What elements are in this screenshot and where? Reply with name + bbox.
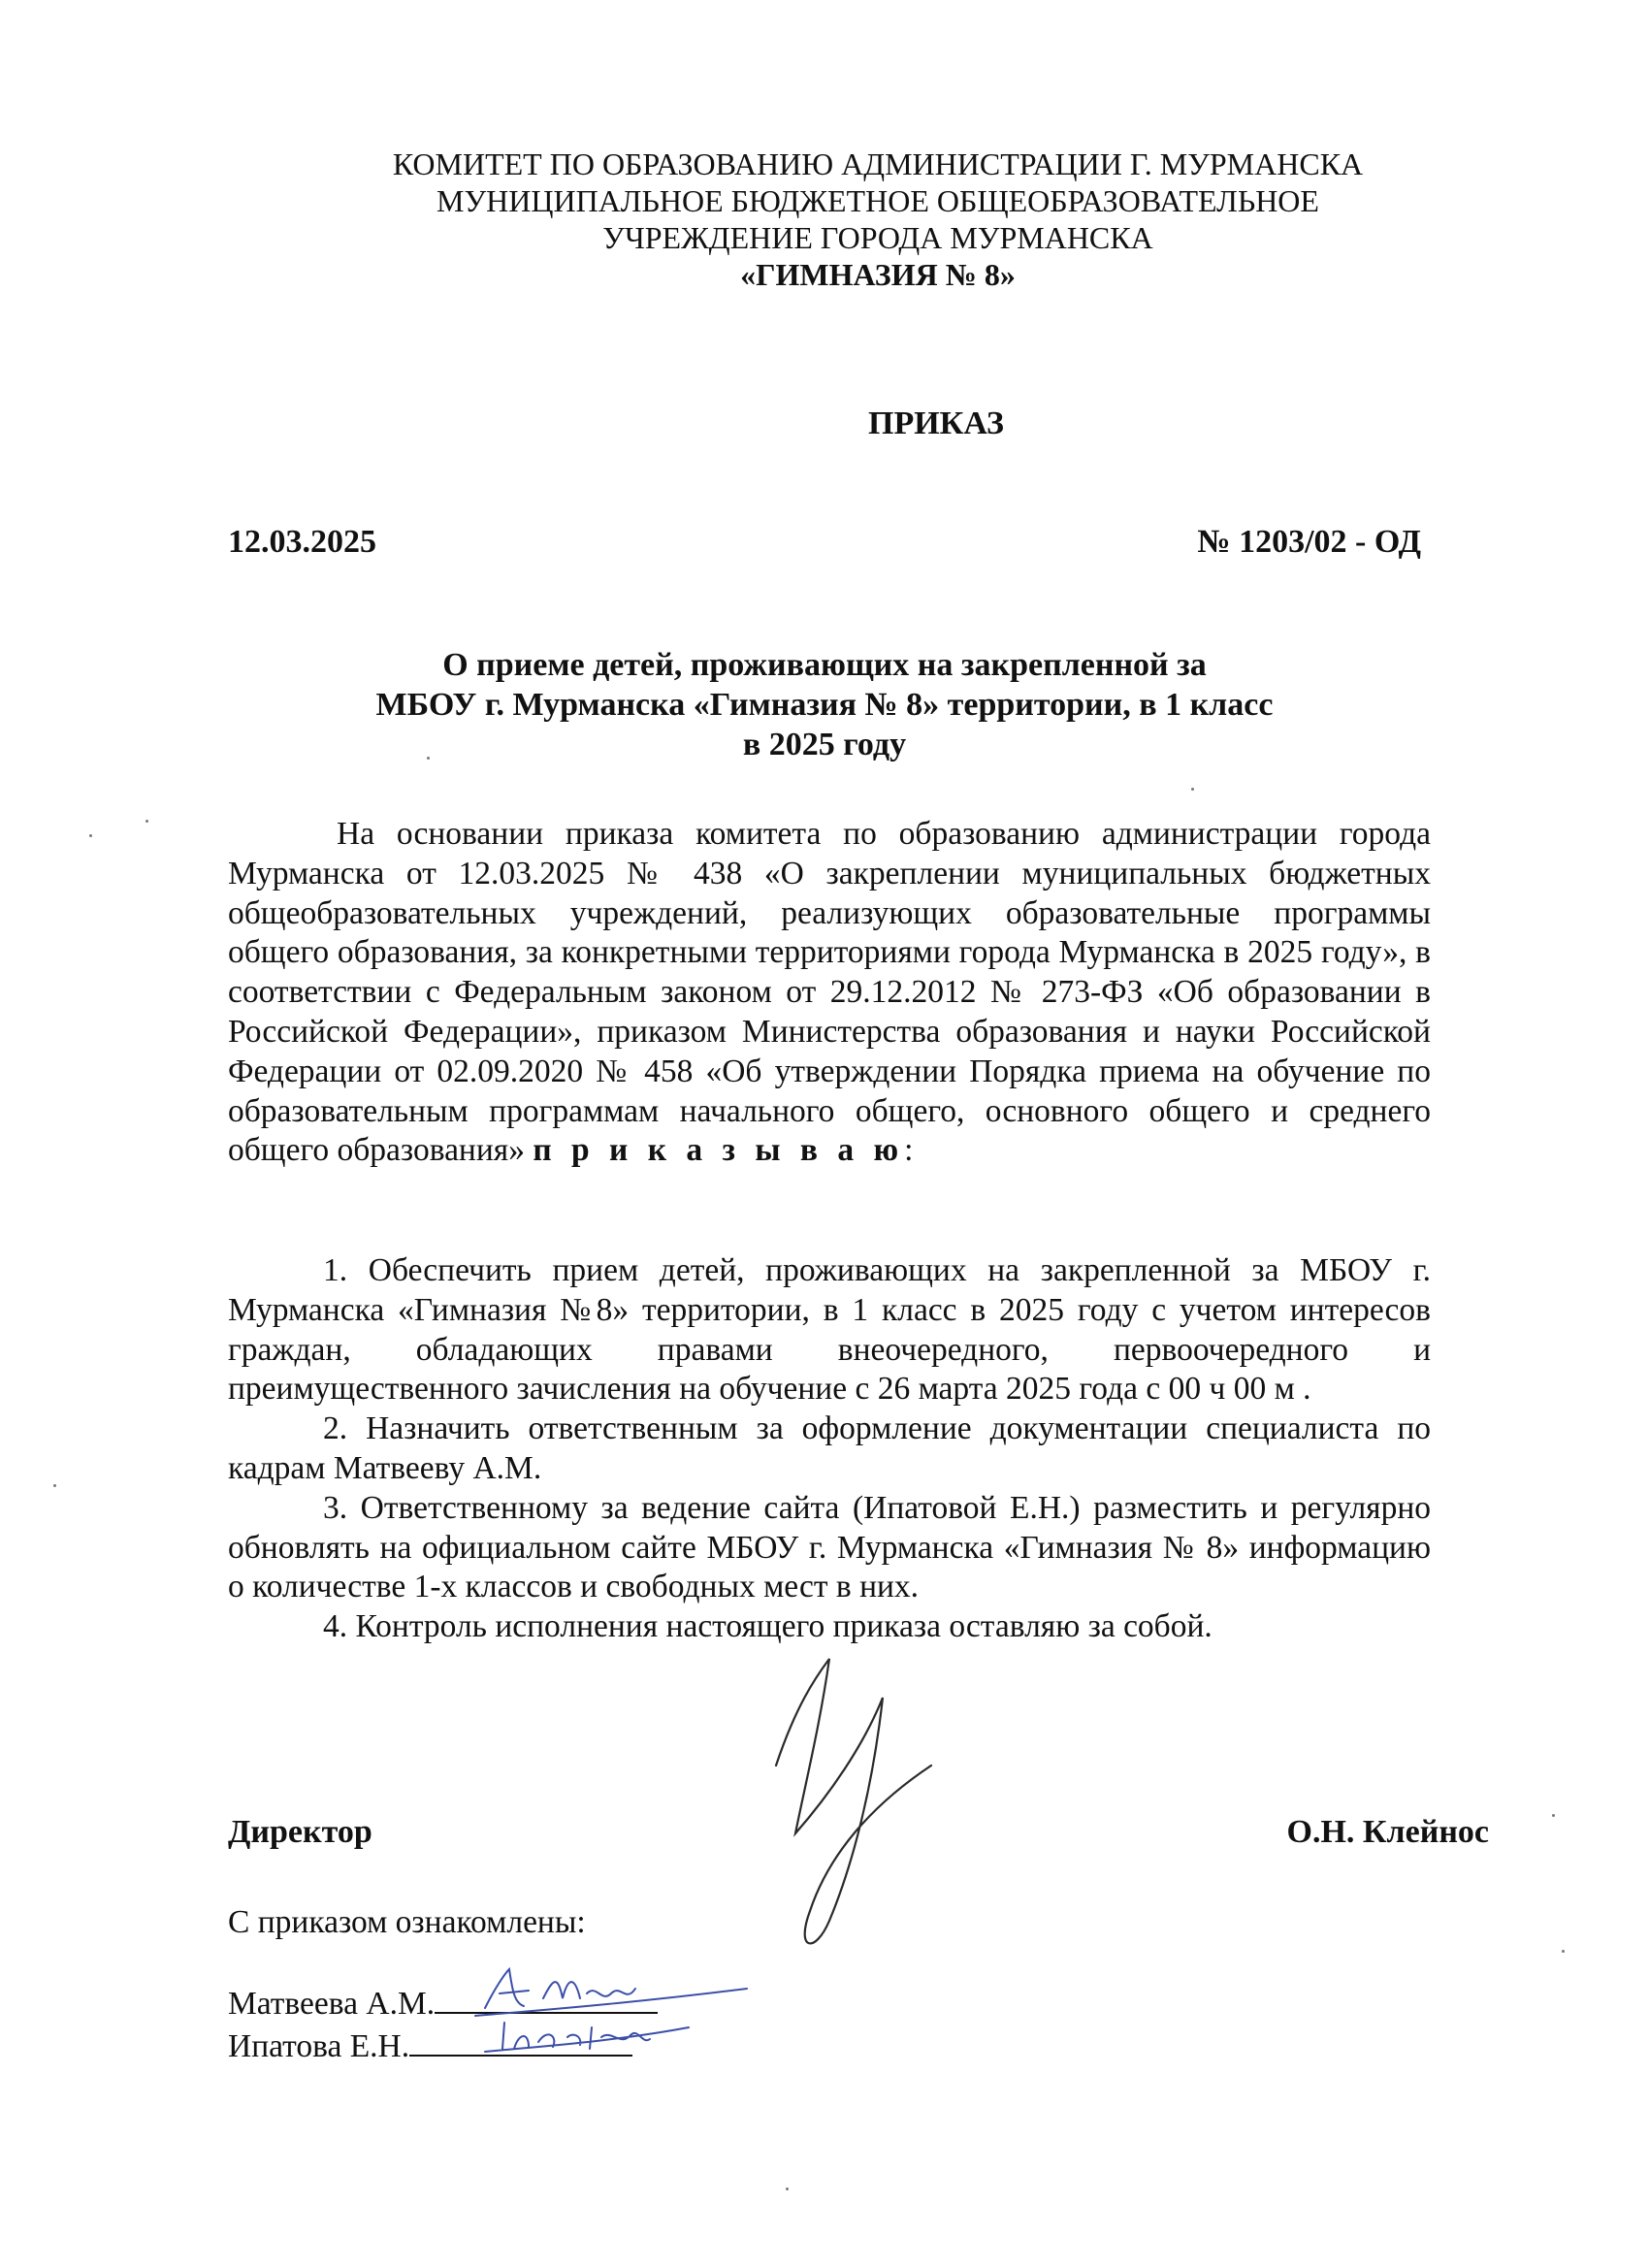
scan-speck <box>53 1484 56 1487</box>
director-signature <box>737 1639 970 1960</box>
subject-line-2: МБОУ г. Мурманска «Гимназия № 8» территории, в 1 класс <box>375 687 1274 723</box>
signature-line <box>409 2027 632 2057</box>
order-item-3: 3. Ответственному за ведение сайта (Ипатовой Е.Н.) разместить и регулярно обновлять на официальном сайте МБОУ г. Мурманска «Гимназия № 8» информацию о количестве 1-х классов и свободных мест в них. <box>228 1489 1431 1605</box>
directive-colon: : <box>904 1132 914 1169</box>
preamble-text: На основании приказа комитета по образованию администрации города Мурманска от 12.03.2025 № 438 «О закреплении муниципальных бюджетных общеобразовательных учреждений, реализующих образовательные программы общего образования, за конкретными территориями города Мурманска в 2025 году», в соответствии с Федеральным законом от 29.12.2012 № 273-ФЗ «Об образовании в Российской Федерации», приказом Министерства образования и науки Российской Федерации от 02.09.2020 № 458 «Об утверждении Порядка приема на обучение по образовательным программам начального общего, основного общего и среднего общего образования» <box>228 816 1431 1169</box>
order-item-2: 2. Назначить ответственным за оформление документации специалиста по кадрам Матвееву А.М. <box>228 1410 1431 1486</box>
scan-speck <box>1562 1950 1565 1953</box>
scan-speck <box>786 2187 789 2190</box>
acquaintance-row-1 <box>228 1985 658 2023</box>
directive-word: п р и к а з ы в а ю <box>533 1132 905 1169</box>
signature-line <box>435 1985 658 2014</box>
scan-speck <box>427 757 430 760</box>
scan-speck <box>146 820 148 823</box>
document-type-title: ПРИКАЗ <box>868 405 1004 441</box>
signer-title: Директор <box>228 1814 372 1850</box>
subject-line-1: О приеме детей, проживающих на закрепленной за <box>442 647 1207 683</box>
order-date: 12.03.2025 <box>228 524 376 560</box>
order-subject <box>228 645 1421 764</box>
subject-line-3: в 2025 году <box>742 727 907 762</box>
acquaintance-row-2 <box>228 2027 632 2065</box>
scan-speck <box>1552 1814 1555 1817</box>
header-line-institution: МУНИЦИПАЛЬНОЕ БЮДЖЕТНОЕ ОБЩЕОБРАЗОВАТЕЛЬНОЕ <box>436 183 1319 218</box>
order-preamble <box>228 815 1431 1171</box>
acquainted-person-name: Матвеева А.М. <box>228 1986 436 2022</box>
order-items <box>228 1251 1431 1647</box>
header-line-committee: КОМИТЕТ ПО ОБРАЗОВАНИЮ АДМИНИСТРАЦИИ Г. МУРМАНСКА <box>392 146 1364 181</box>
organization-header <box>320 146 1436 293</box>
header-line-school-name: «ГИМНАЗИЯ № 8» <box>740 257 1016 292</box>
order-item-4: 4. Контроль исполнения настоящего приказа оставляю за собой. <box>323 1608 1212 1645</box>
signer-name: О.Н. Клейнос <box>1286 1814 1489 1850</box>
header-line-city: УЧРЕЖДЕНИЕ ГОРОДА МУРМАНСКА <box>602 220 1153 255</box>
acquaintance-label: С приказом ознакомлены: <box>228 1904 586 1940</box>
scan-speck <box>89 834 92 837</box>
order-item-1: 1. Обеспечить прием детей, проживающих на закрепленной за МБОУ г. Мурманска «Гимназия №8» территории, в 1 класс в 2025 году с учетом интересов граждан, обладающих правами внеочередного, первоочередного и преимущественного зачисления на обучение с 26 марта 2025 года с 00 ч 00 м . <box>228 1252 1431 1408</box>
acquainted-person-name: Ипатова Е.Н. <box>228 2028 410 2064</box>
scan-speck <box>1191 788 1194 791</box>
order-number: № 1203/02 - ОД <box>1197 524 1421 560</box>
